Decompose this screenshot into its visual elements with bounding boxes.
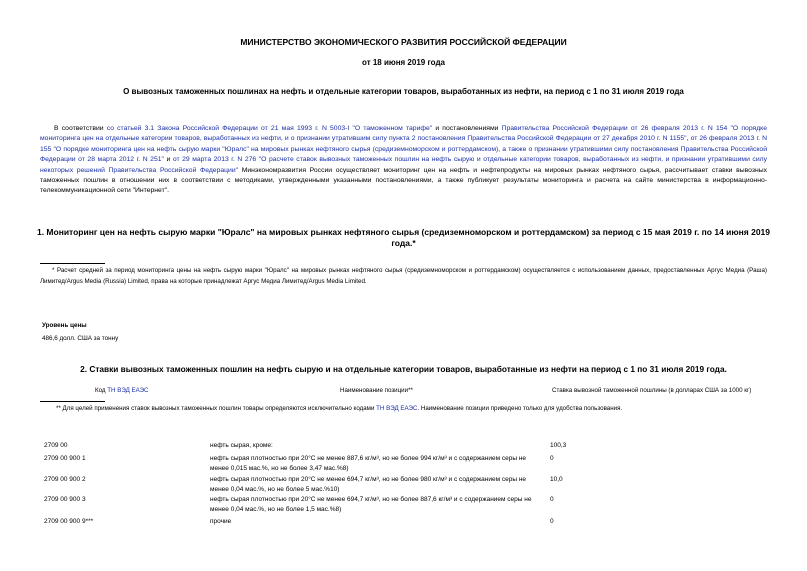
row-code: 2709 00 900 3 — [44, 496, 86, 503]
section2-footnote-suffix: . Наименование позиции приведено только для удобства пользования. — [417, 405, 623, 412]
section2-footnote — [56, 405, 622, 412]
row-rate: 0 — [550, 496, 554, 503]
intro-text-3: , — [686, 135, 691, 143]
row-name: нефть сырая плотностью при 20°С не менее 694,7 кг/м³, но не более 887,6 кг/м³ и с содержанием серы не менее 0,04 мас.%, но не более 1,5 мас.%8) — [210, 496, 532, 513]
intro-text-5: Минэкономразвития России осуществляет мониторинг цен на нефть и нефтепродукты на мировых рынках нефтяного сырья, рассчитывает ставки вывозных таможенных пошлин в отношении них в соответствии с методиками, утвержденными указанными постановлениями, а также публикует результаты мониторинга и расчета на сайте министерства в информационно-телекоммуникационной сети "Интернет". — [40, 166, 768, 195]
decree-155-link[interactable]: от 26 февраля 2013 г. N 155 "О порядке мониторинга цен на нефть сырую марки "Юралс" на мировых рынках нефтяного сырья (средиземноморском и роттердамском), а также о признании утратившими силу постановления Правительства Российской Федерации от 28 марта 2012 г. N 251" — [40, 135, 767, 164]
tnved-footnote-link[interactable]: ТН ВЭД ЕАЭС — [376, 405, 418, 412]
column-header-code-prefix: Код — [95, 387, 108, 394]
intro-text-4: и — [163, 156, 173, 164]
row-code: 2709 00 900 9*** — [44, 518, 94, 525]
row-rate: 0 — [550, 455, 554, 462]
column-header-code — [95, 387, 149, 394]
intro-paragraph — [40, 124, 767, 197]
row-rate: 100,3 — [550, 442, 567, 449]
row-code: 2709 00 900 2 — [44, 476, 86, 483]
row-code: 2709 00 900 1 — [44, 455, 86, 462]
section1-footnote: * Расчет средней за период мониторинга цены на нефть сырую марки "Юралс" на мировых рынках нефтяного сырья (средиземноморском и роттердамском) осуществляется с использованием данных, предоставленных Аргус Медиа (Раша) Лимитед/Argus Media (Russia) Limited, права на которые принадлежат Аргус Медиа Лимитед/Argus Media Limited. — [40, 267, 767, 285]
ministry-title: МИНИСТЕРСТВО ЭКОНОМИЧЕСКОГО РАЗВИТИЯ РОССИЙСКОЙ ФЕДЕРАЦИИ — [240, 37, 567, 47]
column-header-name: Наименование позиции** — [340, 387, 413, 394]
law-link[interactable]: со статьей 3.1 Закона Российской Федерации от 21 мая 1993 г. N 5003-I "О таможенном тарифе" — [106, 125, 433, 132]
decree-276-link[interactable]: от 29 марта 2013 г. N 276 "О расчете ставок вывозных таможенных пошлин на нефть сырую и отдельные категории товаров, выработанных из нефти, и признании утратившими силу некоторых решений Правительства Российской Федерации" — [40, 156, 767, 174]
column-header-rate: Ставка вывозной таможенной пошлины (в долларах США за 1000 кг) — [552, 387, 752, 394]
tnved-link[interactable]: ТН ВЭД ЕАЭС — [107, 387, 149, 394]
document-title: О вывозных таможенных пошлинах на нефть и отдельные категории товаров, выработанных из нефти, на период с 1 по 31 июля 2019 года — [123, 87, 684, 96]
row-code: 2709 00 — [44, 442, 68, 449]
section1-heading: 1. Мониторинг цен на нефть сырую марки "Юралс" на мировых рынках нефтяного сырья (средиземноморском и роттердамском) за период с 15 мая 2019 г. по 14 июня 2019 года.* — [36, 227, 771, 248]
intro-text-1: В соответствии — [54, 125, 107, 132]
intro-text-2: и постановлениями — [432, 125, 502, 132]
row-rate: 0 — [550, 518, 554, 525]
row-name: нефть сырая плотностью при 20°С не менее 694,7 кг/м³, но не более 980 кг/м³ и с содержанием серы не менее 0,04 мас.%, но не более 5 мас.%10) — [210, 476, 527, 493]
section2-heading: 2. Ставки вывозных таможенных пошлин на нефть сырую и на отдельные категории товаров, выработанные из нефти на период с 1 по 31 июля 2019 года. — [80, 364, 727, 374]
footnote-divider — [40, 263, 105, 264]
decree-154-link[interactable]: Правительства Российской Федерации от 26 февраля 2013 г. N 154 "О порядке мониторинга цен на отдельные категории товаров, выработанных из нефти, и о признании утратившим силу пункта 2 постановления Правительства Российской Федерации от 27 декабря 2010 г. N 1155" — [40, 125, 767, 143]
row-name: нефть сырая плотностью при 20°С не менее 887,6 кг/м³, но не более 994 кг/м³ и с содержанием серы не менее 0,015 мас.%, но не более 3,47 мас.%8) — [210, 455, 527, 472]
row-name: нефть сырая, кроме: — [210, 442, 273, 449]
section2-footnote-prefix: ** Для целей применения ставок вывозных таможенных пошлин товары определяются исключительно кодами — [56, 405, 377, 412]
row-rate: 10,0 — [550, 476, 563, 483]
document-date: от 18 июня 2019 года — [362, 58, 445, 67]
row-name: прочие — [210, 518, 232, 525]
price-value: 486,6 долл. США за тонну — [42, 335, 119, 342]
price-label: Уровень цены — [42, 322, 87, 329]
footnote-divider-2 — [40, 401, 105, 402]
